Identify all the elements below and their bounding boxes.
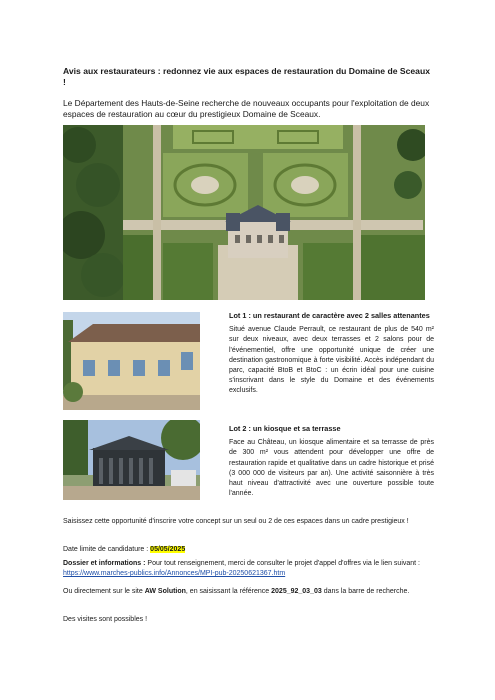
dossier-label: Dossier et informations : [63, 560, 146, 567]
deadline-label: Date limite de candidature : [63, 546, 151, 553]
reference-paragraph [63, 587, 435, 597]
lot1-description: Situé avenue Claude Perrault, ce restaurant de plus de 540 m² sur deux niveaux, avec deux terrasses et 2 salons pour de l'événementiel, offre une opportunité unique de créer une destination gastronomique à forte visibilité. Accès indépendant du parc, capacité BtoB et BtoC : un écrin idéal pour une cuisine s'inscrivant dans le style du Domaine et des événements exclusifs. [229, 326, 434, 395]
ref-code: 2025_92_03_03 [271, 588, 322, 595]
dossier-text: Pour tout renseignement, merci de consulter le projet d'appel d'offres via le lien suivant : [145, 560, 420, 567]
lot2-section [229, 424, 434, 499]
ref-before: Ou directement sur le site [63, 588, 145, 595]
dossier-paragraph [63, 559, 435, 579]
kiosk-image [63, 420, 200, 500]
deadline-date: 05/05/2025 [150, 546, 186, 553]
aerial-chateau-image [63, 125, 425, 300]
tender-link[interactable]: https://www.marches-publics.info/Annonces/MPI-pub-20250621367.htm [63, 570, 286, 578]
ref-site: AW Solution [144, 588, 186, 595]
restaurant-building-image [63, 312, 200, 410]
visits-paragraph: Des visites sont possibles ! [63, 616, 148, 623]
ref-after: dans la barre de recherche. [321, 588, 410, 595]
page-title: Avis aux restaurateurs : redonnez vie aux espaces de restauration du Domaine de Sceaux ! [63, 66, 430, 87]
invite-paragraph: Saisissez cette opportunité d'inscrire votre concept sur un seul ou 2 de ces espaces dans un cadre prestigieux ! [63, 518, 409, 525]
intro-paragraph: Le Département des Hauts-de-Seine recherche de nouveaux occupants pour l'exploitation de deux espaces de restauration au cœur du prestigieux Domaine de Sceaux. [63, 98, 430, 119]
lot2-title: Lot 2 : un kiosque et sa terrasse [229, 424, 341, 433]
ref-middle: , en saisissant la référence [185, 588, 272, 595]
deadline-paragraph [63, 545, 435, 555]
lot1-section [229, 311, 434, 397]
lot2-description: Face au Château, un kiosque alimentaire et sa terrasse de près de 300 m² vous attendent pour développer une offre de restauration rapide et qualitative dans un cadre historique et prisé (3 000 000 de visiteurs par an). Une activité saisonnière à très haut niveau d'attractivité avec une ouverture possible toute l'année. [229, 439, 434, 498]
lot1-title: Lot 1 : un restaurant de caractère avec 2 salles attenantes [229, 311, 430, 320]
